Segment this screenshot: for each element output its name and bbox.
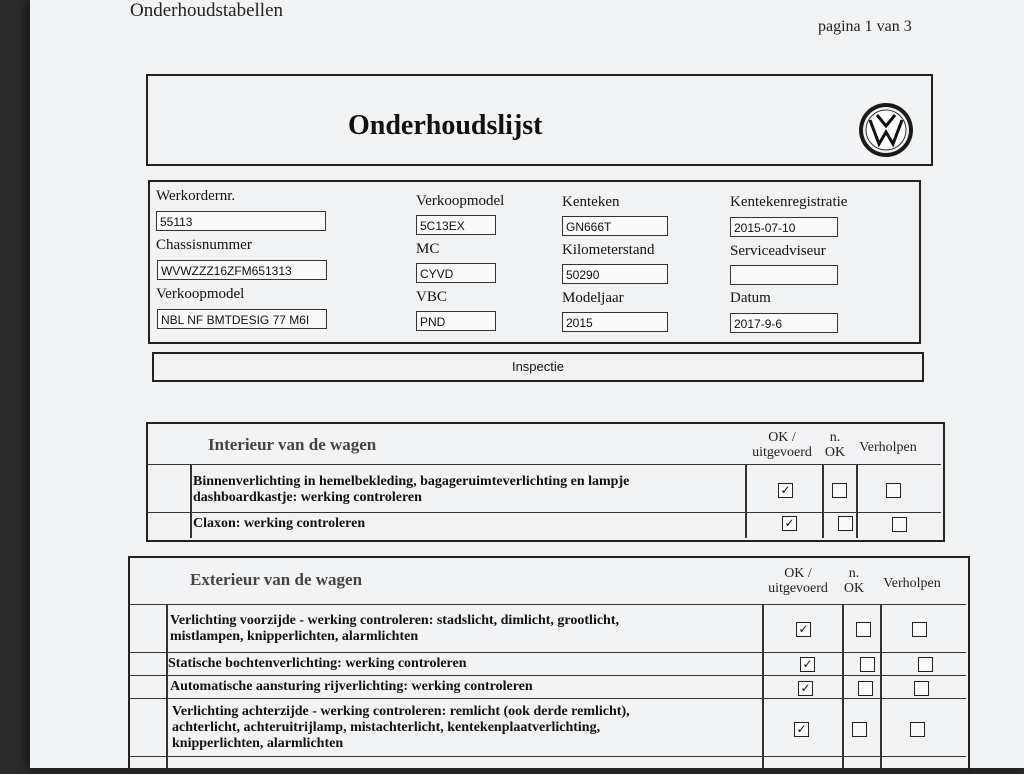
col-ok-header: OK / uitgevoerd [752,430,812,460]
modeljaar-field: 2015 [562,312,668,332]
exterior-row-3-text: Automatische aansturing rijverlichting: werking controleren [170,679,533,694]
werkordernr-field: 55113 [156,211,326,231]
exterior-row-2-ok-checkbox[interactable]: ✓ [800,657,815,672]
col-fixed-header: Verholpen [883,576,941,591]
exterior-row-3-nok-checkbox[interactable] [858,681,873,696]
vw-logo-icon [858,102,914,158]
table-row-divider [128,652,966,653]
verkoopmodel-detail-label: Verkoopmodel [156,286,245,302]
column-divider [880,604,882,768]
exterior-title: Exterieur van de wagen [190,570,363,589]
werkordernr-label: Werkordernr. [156,188,236,204]
exterior-row-1-ok-checkbox[interactable]: ✓ [796,622,811,637]
table-row-divider [128,698,966,699]
column-divider [166,604,168,768]
column-divider [842,604,844,768]
table-row-divider [128,675,966,676]
page-number: pagina 1 van 3 [818,18,912,35]
kentekenregistratie-field: 2015-07-10 [730,217,838,237]
column-divider [762,604,764,768]
interior-row-2-text: Claxon: werking controleren [193,516,366,531]
document-title: Onderhoudslijst [348,110,543,141]
exterior-row-4-nok-checkbox[interactable] [852,722,867,737]
vbc-label: VBC [416,289,447,305]
kenteken-field: GN666T [562,216,668,236]
exterior-row-1-nok-checkbox[interactable] [856,622,871,637]
table-row-divider [128,756,966,757]
col-nok-header: n. OK [824,430,846,460]
kenteken-label: Kenteken [562,194,620,210]
interior-row-2-ok-checkbox[interactable]: ✓ [782,516,797,531]
inspection-bar: Inspectie [152,352,924,382]
vbc-field: PND [416,311,496,331]
exterior-row-4-ok-checkbox[interactable]: ✓ [794,722,809,737]
table-divider [128,604,966,605]
col-ok-header: OK / uitgevoerd [768,566,828,596]
exterior-row-3-fixed-checkbox[interactable] [914,681,929,696]
exterior-row-2-text: Statische bochtenverlichting: werking controleren [168,656,467,671]
verkoopmodel-label: Verkoopmodel [416,193,505,209]
interior-row-2-fixed-checkbox[interactable] [892,517,907,532]
interior-title: Interieur van de wagen [208,435,377,454]
chassisnummer-field: WVWZZZ16ZFM651313 [157,260,327,280]
column-divider [745,464,747,538]
exterior-row-1-fixed-checkbox[interactable] [912,622,927,637]
interior-row-1-text: Binnenverlichting in hemelbekleding, bagageruimteverlichting en lampje dashboardkastje: werking controleren [193,474,630,505]
header-title: Onderhoudstabellen [130,0,284,21]
datum-label: Datum [730,290,771,306]
kilometerstand-label: Kilometerstand [562,242,655,258]
exterior-row-4-fixed-checkbox[interactable] [910,722,925,737]
interior-row-1-ok-checkbox[interactable]: ✓ [778,483,793,498]
interior-row-1-fixed-checkbox[interactable] [886,483,901,498]
interior-row-2-nok-checkbox[interactable] [838,516,853,531]
col-fixed-header: Verholpen [859,440,917,455]
mc-label: MC [416,241,440,257]
chassisnummer-label: Chassisnummer [156,237,252,253]
verkoopmodel-detail-field: NBL NF BMTDESIG 77 M6I [157,309,327,329]
exterior-row-2-nok-checkbox[interactable] [860,657,875,672]
exterior-row-3-ok-checkbox[interactable]: ✓ [798,681,813,696]
mc-field: CYVD [416,263,496,283]
datum-field: 2017-9-6 [730,313,838,333]
kentekenregistratie-label: Kentekenregistratie [730,194,848,210]
interior-row-1-nok-checkbox[interactable] [832,483,847,498]
column-divider [822,464,824,538]
verkoopmodel-field: 5C13EX [416,215,496,235]
modeljaar-label: Modeljaar [562,290,624,306]
col-nok-header: n. OK [843,566,865,596]
exterior-row-2-fixed-checkbox[interactable] [918,657,933,672]
kilometerstand-field: 50290 [562,264,668,284]
serviceadviseur-field [730,265,838,285]
exterior-row-4-text: Verlichting achterzijde - werking controleren: remlicht (ook derde remlicht), achterlicht, achteruitrijlamp, mistachterlicht, kentekenplaatverlichting, knipperlichten, alarmlichten [172,704,630,751]
column-divider [856,464,858,538]
serviceadviseur-label: Serviceadviseur [730,243,826,259]
column-divider [190,464,192,538]
exterior-row-1-text: Verlichting voorzijde - werking controleren: stadslicht, dimlicht, grootlicht, mistlampen, knipperlichten, alarmlichten [170,613,619,644]
table-row-divider [146,512,941,513]
